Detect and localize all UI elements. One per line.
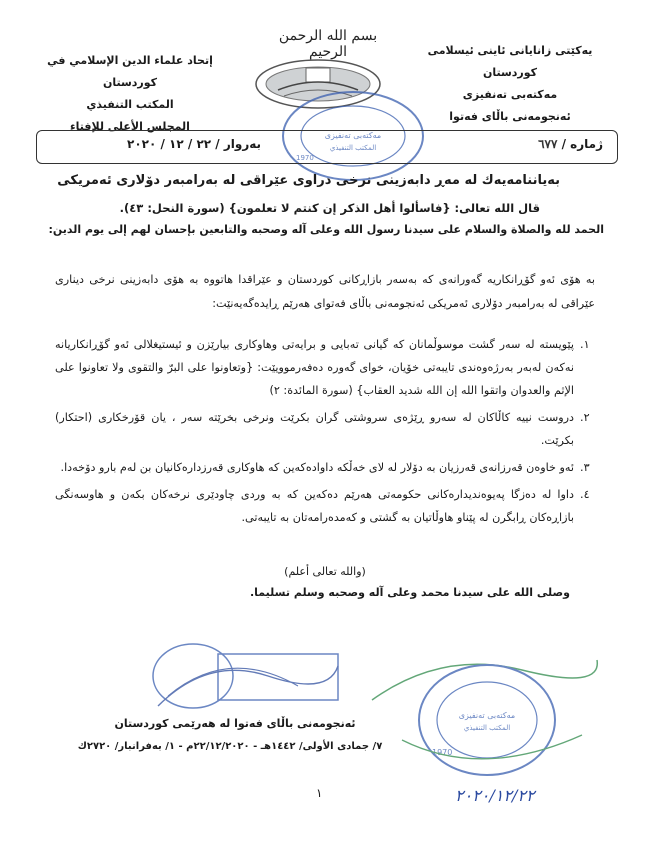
list-item	[55, 333, 600, 402]
closing-prayer: وصلى الله على سيدنا محمد وعلى آله وصحبه وسلم تسليما.	[250, 586, 570, 599]
reference-date	[127, 137, 261, 151]
list-item	[55, 483, 600, 529]
points-list	[55, 333, 600, 533]
header-right-council: ئەنجومەنی باڵای فەتوا	[449, 110, 571, 123]
top-stamp-year: 1970	[296, 154, 314, 162]
reference-number	[538, 137, 603, 151]
header-right	[420, 40, 600, 128]
list-item	[55, 406, 600, 452]
point-text: داوا لە دەزگا پەیوەندیدارەكانی حكومەتی هەرێم دەكەین كە بە وردی چاودێری نرخەكان بكەن و هاوسەنگی بازاڕەكان ڕابگرن لە پێناو هاوڵاتیان بە گشتی و كەمدەرامەتان بە تایبەتی.	[55, 488, 574, 524]
point-number: ٤.	[580, 488, 590, 501]
green-stamp-year: 1970	[432, 748, 453, 757]
reference-box	[36, 130, 618, 164]
point-text: دروست نییە كاڵاكان لە سەرو ڕێژەی سروشتی گران بكرێت ونرخی بخرێتە سەر ، یان قۆرخكاری (احتكار) بكرێت.	[55, 411, 574, 447]
header-left-org: إتحاد علماء الدين الإسلامي في كوردستان	[47, 54, 213, 89]
point-number: ٣.	[580, 461, 590, 474]
wallahu-alam: (والله تعالى أعلم)	[284, 565, 366, 578]
point-text: پێویستە لە سەر گشت موسوڵمانان كە گیانی تەبایی و برایەتی وهاوكاری بیارێزن و ئیستیغلالی ئەو گۆڕانكاریانە نەكەن لەبەر بەرژەوەندی تایبەتی خۆیان، خوای گەورە دەفەرموویێت: {وتعاونوا على البرّ والتقوى ولا تعاونوا على الإثم والعدوان واتقوا الله إن الله شديد العقاب} (سورة المائدة: ٢)	[55, 338, 574, 397]
point-number: ١.	[580, 338, 590, 351]
point-text: ئەو خاوەن قەرزانەی قەرزیان بە دۆلار لە لای خەڵكە داوادەكەین كە هاوكاری قەرزدارەكانیان بن لەم بارو دۆخەدا.	[60, 461, 574, 474]
reference-number-label: ژمارە /	[561, 137, 603, 151]
header-left-office: المكتب التنفيذي	[86, 98, 174, 111]
bismillah: بسم الله الرحمن الرحيم	[278, 28, 378, 60]
page-number: ١	[316, 786, 323, 800]
green-stamp	[362, 640, 602, 790]
reference-date-value: / ٢٢ / ١٢ / ٢٠٢٠	[127, 137, 220, 151]
point-number: ٢.	[580, 411, 590, 424]
header-left	[30, 50, 230, 138]
top-stamp-office-ar: المكتب التنفيذي	[329, 144, 377, 152]
list-item	[55, 456, 600, 479]
quran-verse: قال الله تعالى: {فاسألوا أهل الذكر إن كنتم لا تعلمون} (سورة النحل: ٤٣).	[119, 201, 540, 215]
signature-date: ٧/ جمادى الأولى/ ١٤٤٢هـ - ٢٢/١٢/٢٠٢٠م - ١/ بەفرانبار/ ٢٧٢٠ك	[77, 741, 383, 752]
signature-name: ئەنجومەنی باڵای فەتوا لە هەرێمی كوردستان	[114, 717, 356, 730]
header-left-council: المجلس الأعلى للإفتاء	[70, 120, 190, 133]
reference-number-value: ٦٧٧	[538, 137, 558, 151]
header-right-org: یەکێتی زانایانی ئاینی ئیسلامی کوردستان	[427, 44, 593, 79]
top-stamp-office: مەکتەبی تەنفیزی	[324, 131, 382, 140]
signature-stamp	[148, 636, 348, 716]
header-right-office: مەکتەبی تەنفیزی	[462, 88, 558, 101]
intro-paragraph: بە هۆی ئەو گۆڕانکاریە گەورانەی كە بەسەر بازاڕكانی كوردستان و عێراقدا هاتووە بە هۆی دابەزینی نرخی دیناری عێراقی لە بەرامبەر دۆلاری ئەمریكی ئەنجومەنی باڵای فەتوای هەرێم ڕایدەگەیەنێت:	[55, 273, 595, 310]
green-stamp-office: مەکتەبی تەنفیزی	[458, 711, 516, 720]
handwritten-date: ٢٠٢٠/١٢/٢٢	[455, 786, 535, 805]
document-subject: بەیاننامەیەك لە مەڕ دابەزینی نرخی دراوی عێراقی لە بەرامبەر دۆلاری ئەمریكی	[57, 173, 560, 188]
green-stamp-office-ar: المكتب التنفيذي	[463, 724, 511, 732]
opening-praise: الحمد لله والصلاة والسلام على سيدنا رسول الله وعلى آله وصحبه والتابعين بإحسان لهم إلى يوم الدين:	[48, 223, 604, 236]
reference-date-label: بەروار	[223, 137, 262, 151]
